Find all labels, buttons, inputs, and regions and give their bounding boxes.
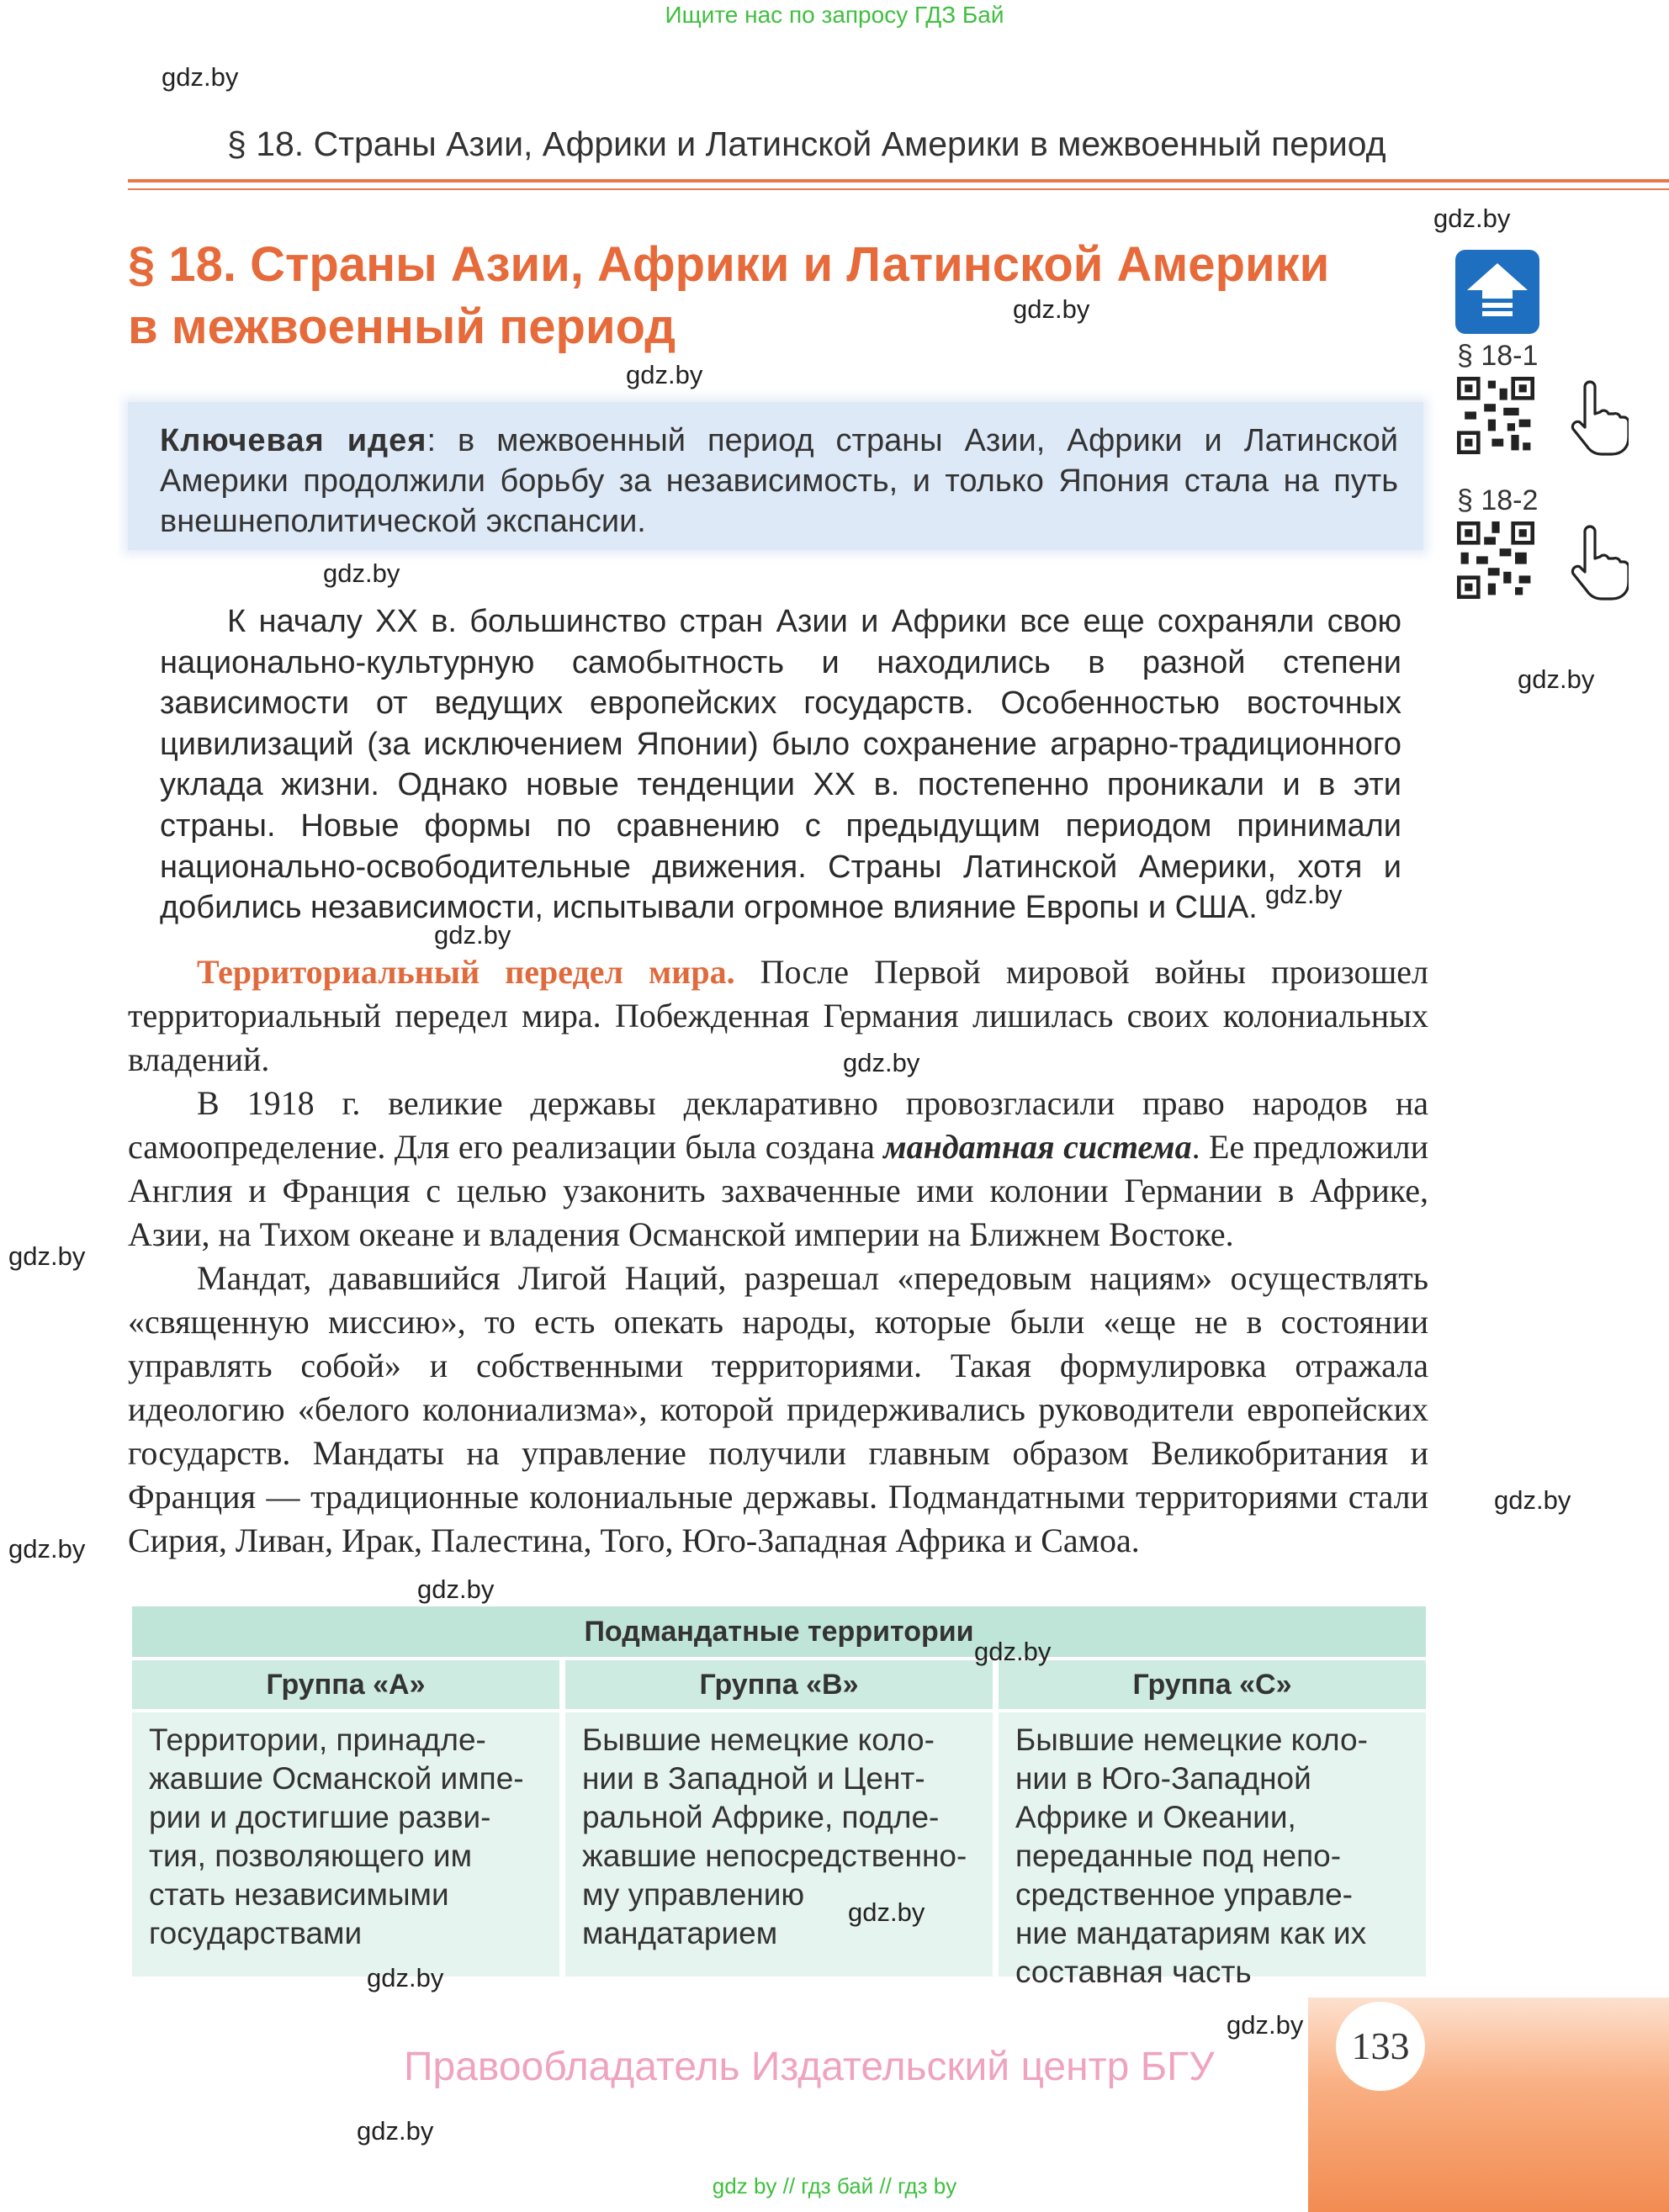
title-line: в межвоенный период [128,299,676,354]
home-up-icon[interactable] [1455,250,1539,334]
watermark: gdz.by [848,1897,925,1927]
paragraph-text: Мандат, дававшийся Лигой Наций, разрешал «передовым нациям» осуществлять «священную миссию», то есть опекать народы, которые были «еще не в состоянии управлять собой» и собственными территориями. Такая формулировка отражала идеологию «белого колониализма», которой придерживались руководители европейских государств. Мандаты на управление получили главным образом Великобритания и Франция — традиционные колониальные державы. Подмандатными территориями стали Сирия, Ливан, Ирак, Палестина, Того, Юго-Западная Африка и Самоа. [128,1259,1428,1559]
top-banner: Ищите нас по запросу ГДЗ Бай [665,2,1004,28]
body-paragraph [128,950,1428,1082]
page-title [128,234,1407,358]
intro-text: К началу XX в. большинство стран Азии и Африки все еще сохраняли свою национально-культурную самобытность и находились в разной степени зависимости от ведущих европейских государств. Особенностью восточных цивилизаций (за исключением Японии) было сохранение аграрно-традиционного уклада жизни. Однако новые тенденции XX в. постепенно проникали и в эти страны. Новые формы по сравнению с предыдущим периодом принимали национально-освободительные движения. Страны Латинской Америки, хотя и добились независимости, испытывали огромное влияние Европы и США. [160,604,1401,926]
watermark: gdz.by [417,1574,495,1604]
watermark: gdz.by [323,558,400,588]
qr-label: § 18-2 [1457,484,1539,516]
header-rule [128,179,1669,183]
watermark: gdz.by [357,2116,434,2146]
column-header: Группа «А» [132,1660,559,1709]
watermark: gdz.by [1494,1485,1571,1515]
key-idea-label: Ключевая идея [160,423,427,458]
intro-paragraph [160,601,1401,929]
table-column [132,1660,559,1977]
column-header: Группа «С» [999,1660,1426,1709]
table-column [565,1660,993,1977]
watermark: gdz.by [626,360,703,389]
watermark: gdz.by [8,1241,86,1271]
paragraph-text: В 1918 г. великие державы декларативно провозгласили право народов на самоопределение. Для его реализации была создана [128,1084,1428,1166]
bottom-links[interactable]: gdz by // гдз бай // гдз by [712,2173,957,2199]
body-paragraph [128,1257,1428,1563]
qr-label: § 18-1 [1457,340,1539,372]
page-number: 133 [1336,2002,1425,2091]
watermark: gdz.by [1518,664,1595,694]
key-idea-text [160,421,1398,542]
watermark: gdz.by [162,62,239,92]
body-paragraph [128,1082,1428,1257]
qr-code-icon[interactable] [1457,377,1534,454]
column-body: Бывшие немецкие коло- нии в Западной и Цент- ральной Африке, подле- жавшие непосредственно- му управлению мандатарием [565,1712,993,1977]
watermark: gdz.by [843,1048,920,1077]
paragraph-text: . Ее предложили Англия и Франция с целью узаконить захваченные ими колонии Германии в Африке, Азии, на Тихом океане и владения Османской империи на Ближнем Востоке. [128,1128,1428,1253]
header-rule [128,188,1669,190]
watermark: gdz.by [1013,294,1090,324]
key-term: мандатная система [883,1128,1192,1166]
title-line: § 18. Страны Азии, Африки и Латинской Америки [128,237,1330,292]
running-head: § 18. Страны Азии, Африки и Латинской Америки в межвоенный период [227,124,1386,163]
watermark: gdz.by [1227,2010,1304,2040]
key-idea-body: : в межвоенный период страны Азии, Африки и Латинской Америки продолжили борьбу за независимость, и только Япония стала на путь внешнеполитической экспансии. [160,423,1398,539]
column-body: Бывшие немецкие коло- нии в Юго-Западной Африке и Океании, переданные под непо- средственное управле- ние мандатариям как их составная часть [999,1712,1426,1977]
watermark: gdz.by [367,1963,444,1992]
column-header: Группа «В» [565,1660,993,1709]
table-column [999,1660,1426,1989]
watermark: gdz.by [1265,880,1343,909]
column-body: Территории, принадле- жавшие Османской импе- рии и достигшие разви- тия, позволяющего им стать независимыми государствами [132,1712,559,1977]
home-up-icon-glyph [1455,250,1539,334]
section-rubric: Территориальный передел мира. [197,953,735,991]
table-title: Подмандатные территории [132,1606,1426,1657]
pointing-hand-icon [1561,380,1629,458]
watermark: gdz.by [1433,204,1511,233]
paragraph-text: После Первой мировой войны произошел территориальный передел мира. Побежденная Германия лишилась своих колониальных владений. [128,953,1429,1078]
watermark: gdz.by [974,1637,1052,1666]
pointing-hand-icon [1561,525,1629,602]
qr-code-icon[interactable] [1457,521,1534,599]
copyright-notice: Правообладатель Издательский центр БГУ [404,2045,1215,2089]
watermark: gdz.by [8,1534,86,1564]
watermark: gdz.by [434,920,511,950]
